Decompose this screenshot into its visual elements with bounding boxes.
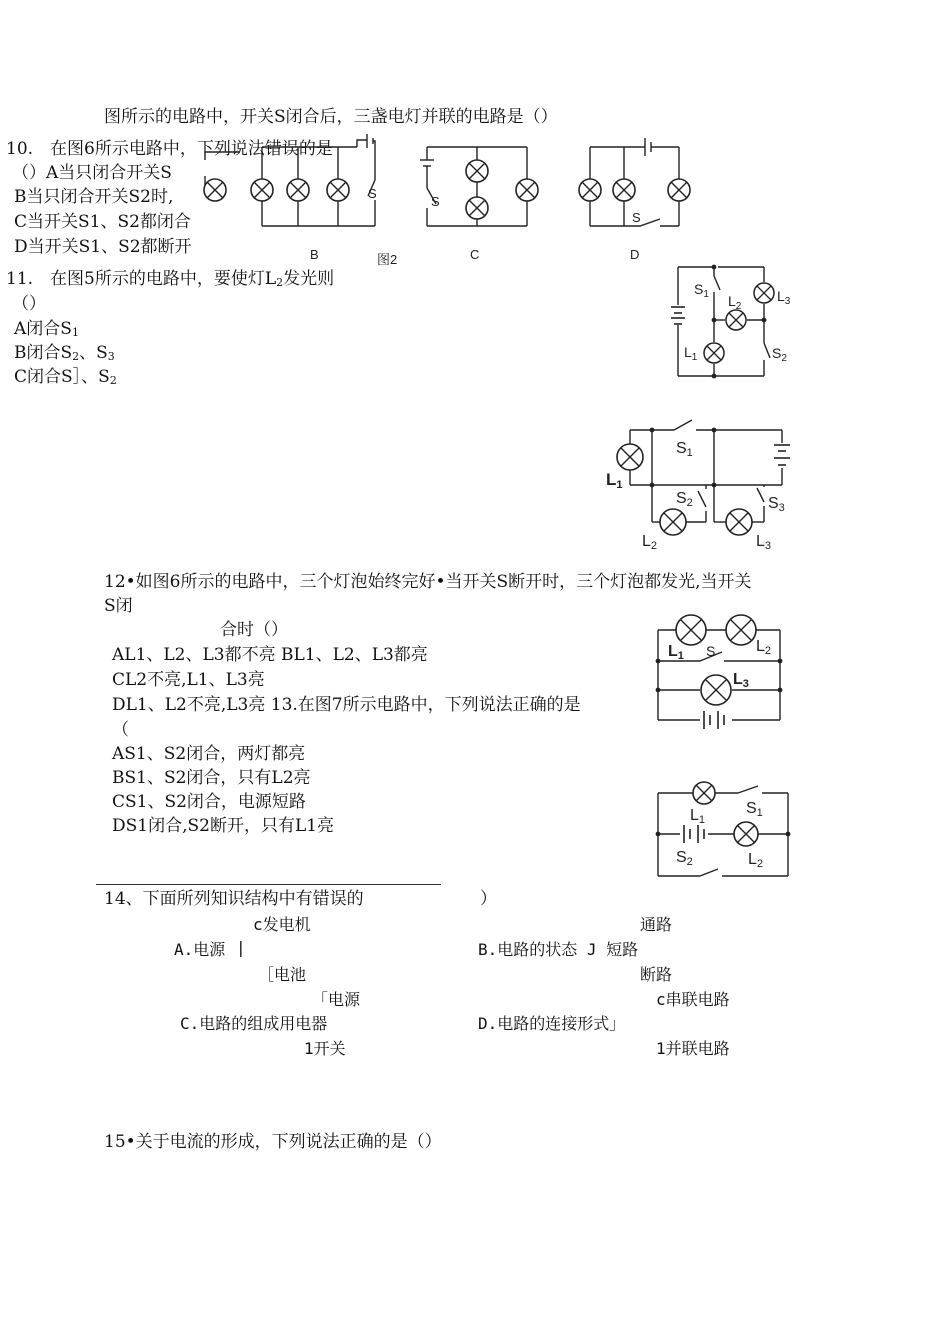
fig2-switch-b-label: S bbox=[368, 186, 377, 201]
q10-option-d: D当开关S1、S2都断开 bbox=[14, 237, 192, 257]
figb-l3-label: L3 bbox=[756, 533, 772, 552]
q10-option-b: B当只闭合开关S2时, bbox=[14, 187, 174, 207]
q14-b-label: B.电路的状态 J 短路 bbox=[478, 940, 639, 959]
q10-option-c: C当开关S1、S2都闭合 bbox=[14, 212, 191, 232]
q13-option-a: AS1、S2闭合，两灯都亮 bbox=[112, 744, 306, 764]
q14-d-label: D.电路的连接形式」 bbox=[478, 1014, 626, 1033]
fig7-s2-label: S2 bbox=[676, 849, 693, 868]
q15-stem: 15•关于电流的形成，下列说法正确的是（） bbox=[104, 1132, 442, 1152]
fig6-l3-label: L3 bbox=[733, 671, 749, 690]
q14-paren: ） bbox=[480, 889, 497, 909]
figb-s3-label: S3 bbox=[768, 495, 785, 514]
fig7-s1-label: S1 bbox=[746, 800, 763, 819]
q14-a-bottom: ［电池 bbox=[258, 965, 307, 984]
q14-a-top: c发电机 bbox=[253, 915, 311, 934]
fig5-l2-label: $L_2$ bbox=[728, 293, 742, 312]
q14-a-bar: | bbox=[236, 938, 246, 957]
figb-l2-label: L2 bbox=[642, 533, 658, 552]
q12-line-3: 合时（） bbox=[220, 620, 288, 640]
fig2-switch-d-label: S bbox=[632, 210, 641, 225]
q12-line-1: 12•如图6所示的电路中，三个灯泡始终完好•当开关S断开时，三个灯泡都发光,当开关 bbox=[104, 572, 752, 592]
q10-number: 10. bbox=[6, 139, 34, 159]
q10-option-a: （）A当只闭合开关S bbox=[12, 163, 172, 183]
q14-b-bottom: 断路 bbox=[640, 965, 673, 984]
figb-s1-label: S1 bbox=[676, 440, 693, 459]
q11-number: 11. bbox=[6, 269, 34, 289]
q14-b-top: 通路 bbox=[640, 915, 673, 934]
q12-options-ab: AL1、L2、L3都不亮 BL1、L2、L3都亮 bbox=[112, 645, 428, 665]
q14-d-bottom: 1并联电路 bbox=[656, 1039, 730, 1058]
fig2-caption: 图2 bbox=[377, 252, 398, 267]
q11-paren: （） bbox=[12, 294, 46, 314]
q11-option-a: A闭合$S_1$ bbox=[14, 319, 79, 339]
fig7-l2-label: L2 bbox=[748, 851, 764, 870]
q14-d-top: c串联电路 bbox=[656, 990, 730, 1009]
fig2-label-c: C bbox=[470, 247, 480, 262]
q13-option-c: CS1、S2闭合，电源短路 bbox=[112, 792, 306, 812]
q14-c-label: C.电路的组成用电器 bbox=[180, 1014, 328, 1033]
fig7-l1-label: L1 bbox=[690, 807, 706, 826]
q14-a-label: A.电源 bbox=[174, 940, 226, 959]
q11-option-c: C闭合S］、$S_2$ bbox=[14, 367, 117, 387]
q13-option-b: BS1、S2闭合，只有L2亮 bbox=[112, 768, 311, 788]
divider-line bbox=[96, 884, 441, 885]
fig5-s2-label: $S_2$ bbox=[772, 345, 787, 364]
q14-stem: 14、下面所列知识结构中有错误的 bbox=[104, 889, 364, 909]
fig6-l2-label: L2 bbox=[756, 638, 772, 657]
q12-option-c: CL2不亮,L1、L3亮 bbox=[112, 670, 265, 690]
intro-line: 图所示的电路中，开关S闭合后，三盏电灯并联的电路是（） bbox=[104, 107, 558, 127]
fig5-l3-label: $L_3$ bbox=[777, 288, 791, 307]
fig6-s-label: S bbox=[706, 643, 716, 659]
q14-c-bottom: 1开关 bbox=[304, 1039, 346, 1058]
q10-stem: 在图6所示电路中，下列说法错误的是 bbox=[50, 139, 333, 159]
fig5-s1-label: $S_1$ bbox=[694, 281, 709, 300]
q12-line-2: S闭 bbox=[104, 596, 133, 616]
q14-c-top: 「电源 bbox=[312, 990, 361, 1009]
fig6-l1-label: L1 bbox=[668, 643, 684, 662]
q11-stem: 在图5所示的电路中，要使灯$L_2$发光则 bbox=[50, 269, 335, 289]
fig2-label-d: D bbox=[630, 247, 640, 262]
q11-option-b: B闭合$S_2$、$S_3$ bbox=[14, 343, 115, 363]
figb-s2-label: S2 bbox=[676, 490, 693, 509]
figb-l1-label: L1 bbox=[606, 470, 623, 491]
fig2-switch-c-label: S bbox=[431, 194, 440, 209]
q12-option-d-q13-stem: DL1、L2不亮,L3亮 13.在图7所示电路中，下列说法正确的是 bbox=[112, 695, 581, 715]
fig5-l1-label: $L_1$ bbox=[684, 344, 698, 363]
q13-paren: （ bbox=[112, 720, 129, 740]
fig2-label-b: B bbox=[310, 247, 319, 262]
q13-option-d: DS1闭合,S2断开，只有L1亮 bbox=[112, 816, 335, 836]
